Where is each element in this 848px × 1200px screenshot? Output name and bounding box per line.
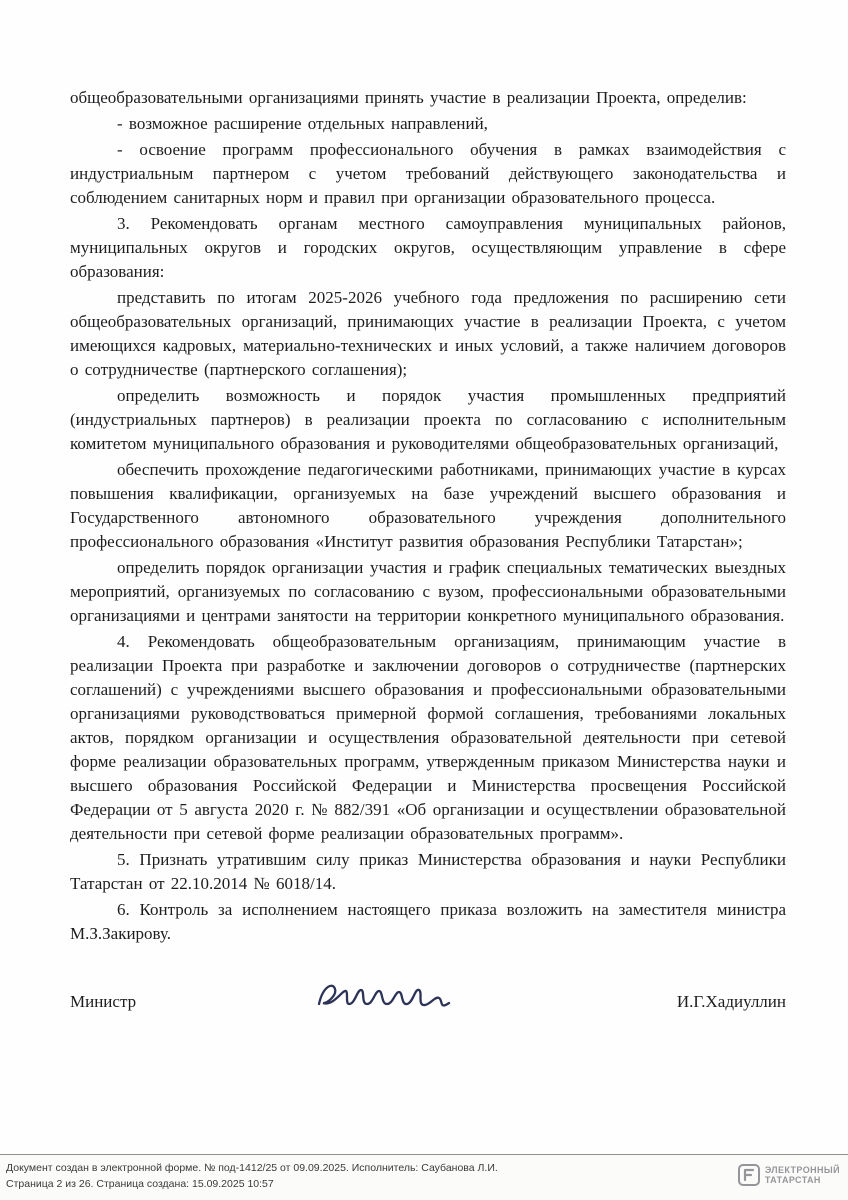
- electronic-tatarstan-icon: [738, 1164, 760, 1186]
- signer-name: И.Г.Хадиуллин: [676, 992, 786, 1011]
- paragraph: - возможное расширение отдельных направлений,: [117, 114, 488, 133]
- signature-block: [70, 974, 786, 1014]
- paragraph: 4. Рекомендовать общеобразовательным организациям, принимающим участие в реализации Проекта при разработке и заключении договоров о сотрудничестве (партнерских соглашений) с учреждениями высшего образования и профессиональными образовательными организациями руководствоваться примерной формой соглашения, требованиями локальных актов, порядком организации и осуществления образовательной деятельности при сетевой форме реализации образовательных программ, утвержденным приказом Министерства науки и высшего образования Российской Федерации и Министерства просвещения Российской Федерации от 5 августа 2020 г. № 882/391 «Об организации и осуществлении образовательной деятельности при сетевой форме реализации образовательных программ».: [70, 632, 786, 843]
- paragraph: обеспечить прохождение педагогическими работниками, принимающих участие в курсах повышения квалификации, организуемых на базе учреждений высшего образования и Государственного автономного образовательного учреждения дополнительного профессионального образования «Институт развития образования Республики Татарстан»;: [70, 460, 786, 551]
- signer-title: Министр: [70, 992, 137, 1011]
- paragraph: определить возможность и порядок участия промышленных предприятий (индустриальных партнеров) в реализации проекта по согласованию с исполнительным комитетом муниципального образования и руководителями общеобразовательных организаций,: [70, 386, 786, 453]
- logo-text-top: ЭЛЕКТРОННЫЙ: [764, 1164, 840, 1175]
- paragraph: 5. Признать утратившим силу приказ Министерства образования и науки Республики Татарстан от 22.10.2014 № 6018/14.: [70, 850, 786, 893]
- document-body: [70, 86, 786, 1014]
- paragraph: 6. Контроль за исполнением настоящего приказа возложить на заместителя министра М.З.Закирову.: [70, 900, 786, 943]
- paragraph: 3. Рекомендовать органам местного самоуправления муниципальных районов, муниципальных округов и городских округов, осуществляющим управление в сфере образования:: [70, 214, 786, 281]
- handwritten-signature-icon: [311, 974, 461, 1018]
- paragraph: общеобразовательными организациями принять участие в реализации Проекта, определив:: [70, 88, 747, 107]
- electronic-tatarstan-logo: [738, 1164, 840, 1186]
- footer-line-2: Страница 2 из 26. Страница создана: 15.09.2025 10:57: [6, 1178, 274, 1190]
- document-footer: [0, 1154, 848, 1200]
- logo-text-bottom: ТАТАРСТАН: [764, 1175, 821, 1185]
- paragraph: определить порядок организации участия и график специальных тематических выездных мероприятий, организуемых по согласованию с вузом, профессиональными образовательными организациями и центрами занятости на территории конкретного муниципального образования.: [70, 558, 786, 625]
- paragraph: представить по итогам 2025-2026 учебного года предложения по расширению сети общеобразовательных организаций, принимающих участие в реализации Проекта, с учетом имеющихся кадровых, материально-технических и иных условий, а также наличием договоров о сотрудничестве (партнерского соглашения);: [70, 288, 786, 379]
- paragraph: - освоение программ профессионального обучения в рамках взаимодействия с индустриальным партнером с учетом требований действующего законодательства и соблюдением санитарных норм и правил при организации образовательного процесса.: [70, 140, 786, 207]
- footer-line-1: Документ создан в электронной форме. № под-1412/25 от 09.09.2025. Исполнитель: Саубанова Л.И.: [6, 1162, 498, 1174]
